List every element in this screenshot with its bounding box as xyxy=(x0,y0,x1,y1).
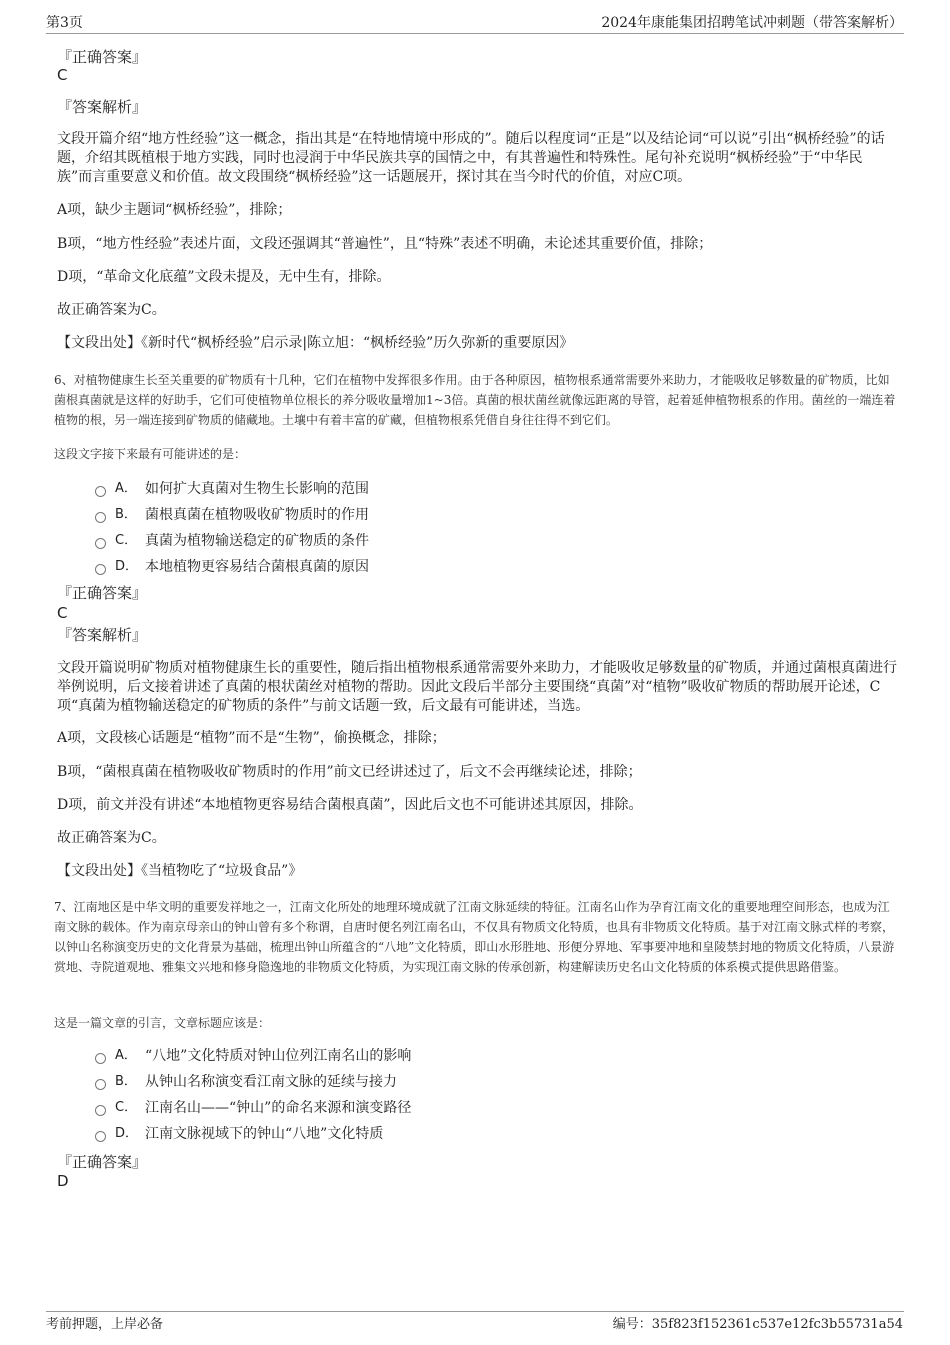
question-6-prompt: 这段文字接下来最有可能讲述的是： xyxy=(54,447,247,461)
footer-slogan: 考前押题，上岸必备 xyxy=(46,1317,164,1332)
question-7-prompt: 这是一篇文章的引言，文章标题应该是： xyxy=(54,1016,271,1030)
question-7-option-d[interactable] xyxy=(95,1125,383,1143)
option-key: A． xyxy=(115,481,137,496)
page-number: 第3页 xyxy=(46,15,83,31)
radio-icon[interactable] xyxy=(95,486,106,497)
analysis-paragraph: A项，缺少主题词“枫桥经验”，排除； xyxy=(57,202,292,218)
document-title: 2024年康能集团招聘笔试冲刺题（带答案解析） xyxy=(601,15,903,31)
option-text: 江南名山——“钟山”的命名来源和演变路径 xyxy=(145,1100,412,1116)
analysis-paragraph: 文段开篇说明矿物质对植物健康生长的重要性，随后指出植物根系通常需要外来助力，才能吸收足够数量的矿物质，并通过菌根真菌进行举例说明，后文接着讲述了真菌的根状菌丝对植物的帮助。因此文段后半部分主要围绕“真菌”对“植物”吸收矿物质的帮助展开论述，C项“真菌为植物输送稳定的矿物质的条件”与前文话题一致，后文最有可能讲述，当选。 xyxy=(57,660,897,714)
answer-label: 『正确答案』 xyxy=(57,584,148,602)
analysis-paragraph: B项，“地方性经验”表述片面，文段还强调其“普遍性”，且“特殊”表述不明确，未论述其重要价值，排除； xyxy=(57,236,713,252)
analysis-paragraph: D项，“革命文化底蕴”文段未提及，无中生有，排除。 xyxy=(57,269,391,285)
radio-icon[interactable] xyxy=(95,1131,106,1142)
option-key: C． xyxy=(115,1100,138,1115)
radio-icon[interactable] xyxy=(95,1105,106,1116)
analysis-paragraph: D项，前文并没有讲述“本地植物更容易结合菌根真菌”，因此后文也不可能讲述其原因，排除。 xyxy=(57,797,643,813)
radio-icon[interactable] xyxy=(95,1053,106,1064)
option-key: A． xyxy=(115,1048,137,1063)
answer-label: 『正确答案』 xyxy=(57,48,148,66)
option-text: 如何扩大真菌对生物生长影响的范围 xyxy=(145,481,369,497)
option-key: D． xyxy=(115,1126,139,1141)
analysis-paragraph: 文段开篇介绍“地方性经验”这一概念，指出其是“在特地情境中形成的”。随后以程度词“正是”以及结论词“可以说”引出“枫桥经验”的话题，介绍其既植根于地方实践，同时也浸润于中华民族共享的国情之中，有其普遍性和特殊性。尾句补充说明“枫桥经验”于“中华民族”而言重要意义和价值。故文段围绕“枫桥经验”这一话题展开，探讨其在当今时代的价值，对应C项。 xyxy=(57,131,885,185)
answer-label: 『正确答案』 xyxy=(57,1153,148,1171)
option-text: “八地”文化特质对钟山位列江南名山的影响 xyxy=(145,1048,412,1064)
option-text: 菌根真菌在植物吸收矿物质时的作用 xyxy=(145,507,369,523)
analysis-label: 『答案解析』 xyxy=(57,626,148,644)
option-key: B． xyxy=(115,507,137,522)
analysis-paragraph: A项，文段核心话题是“植物”而不是“生物”，偷换概念，排除； xyxy=(57,730,446,746)
radio-icon[interactable] xyxy=(95,1079,106,1090)
answer-value: C xyxy=(57,604,68,622)
option-key: D． xyxy=(115,559,139,574)
answer-value: D xyxy=(57,1172,69,1190)
answer-value: C xyxy=(57,66,68,84)
option-key: C． xyxy=(115,533,138,548)
header-divider xyxy=(46,33,904,34)
question-6-option-c[interactable] xyxy=(95,532,369,550)
radio-icon[interactable] xyxy=(95,538,106,549)
option-text: 真菌为植物输送稳定的矿物质的条件 xyxy=(145,533,369,549)
footer-divider xyxy=(46,1311,904,1312)
question-7-option-c[interactable] xyxy=(95,1099,411,1117)
question-6-option-d[interactable] xyxy=(95,558,369,576)
option-text: 从钟山名称演变看江南文脉的延续与接力 xyxy=(145,1074,397,1090)
question-7-option-b[interactable] xyxy=(95,1073,397,1091)
document-id: 编号：35f823f152361c537e12fc3b55731a54 xyxy=(612,1317,903,1332)
radio-icon[interactable] xyxy=(95,564,106,575)
question-7-stem: 7、江南地区是中华文明的重要发祥地之一，江南文化所处的地理环境成就了江南文脉延续的特征。江南名山作为孕育江南文化的重要地理空间形态，也成为江南文脉的载体。作为南京母亲山的钟山曾有多个称谓，自唐时便名列江南名山，不仅具有物质文化特质，也具有非物质文化特质。基于对江南文脉式样的考察，以钟山名称演变历史的文化背景为基础，梳理出钟山所蕴含的“八地”文化特质，即山水形胜地、形便分界地、军事要冲地和皇陵禁封地的物质文化特质，八景游赏地、寺院道观地、雅集文兴地和修身隐逸地的非物质文化特质，为实现江南文脉的传承创新，构建解读历史名山文化特质的体系模式提供思路借鉴。 xyxy=(54,900,895,974)
source-citation: 【文段出处】《当植物吃了“垃圾食品”》 xyxy=(57,863,303,879)
radio-icon[interactable] xyxy=(95,512,106,523)
analysis-label: 『答案解析』 xyxy=(57,98,148,116)
source-citation: 【文段出处】《新时代“枫桥经验”启示录|陈立旭：“枫桥经验”历久弥新的重要原因》 xyxy=(57,335,574,351)
analysis-paragraph: B项，“菌根真菌在植物吸收矿物质时的作用”前文已经讲述过了，后文不会再继续论述，排除； xyxy=(57,764,642,780)
question-6-option-b[interactable] xyxy=(95,506,369,524)
analysis-paragraph: 故正确答案为C。 xyxy=(57,830,166,846)
option-key: B． xyxy=(115,1074,137,1089)
analysis-paragraph: 故正确答案为C。 xyxy=(57,302,166,318)
option-text: 本地植物更容易结合菌根真菌的原因 xyxy=(145,559,369,575)
question-7-option-a[interactable] xyxy=(95,1047,411,1065)
option-text: 江南文脉视域下的钟山“八地”文化特质 xyxy=(145,1126,384,1142)
question-6-option-a[interactable] xyxy=(95,480,369,498)
question-6-stem: 6、对植物健康生长至关重要的矿物质有十几种，它们在植物中发挥很多作用。由于各种原因，植物根系通常需要外来助力，才能吸收足够数量的矿物质，比如菌根真菌就是这样的好助手，它们可使植物单位根长的养分吸收量增加1~3倍。真菌的根状菌丝就像远距离的导管，起着延伸植物根系的作用。菌丝的一端连着植物的根，另一端连接到矿物质的储藏地。土壤中有着丰富的矿藏，但植物根系凭借自身往往得不到它们。 xyxy=(54,373,896,427)
